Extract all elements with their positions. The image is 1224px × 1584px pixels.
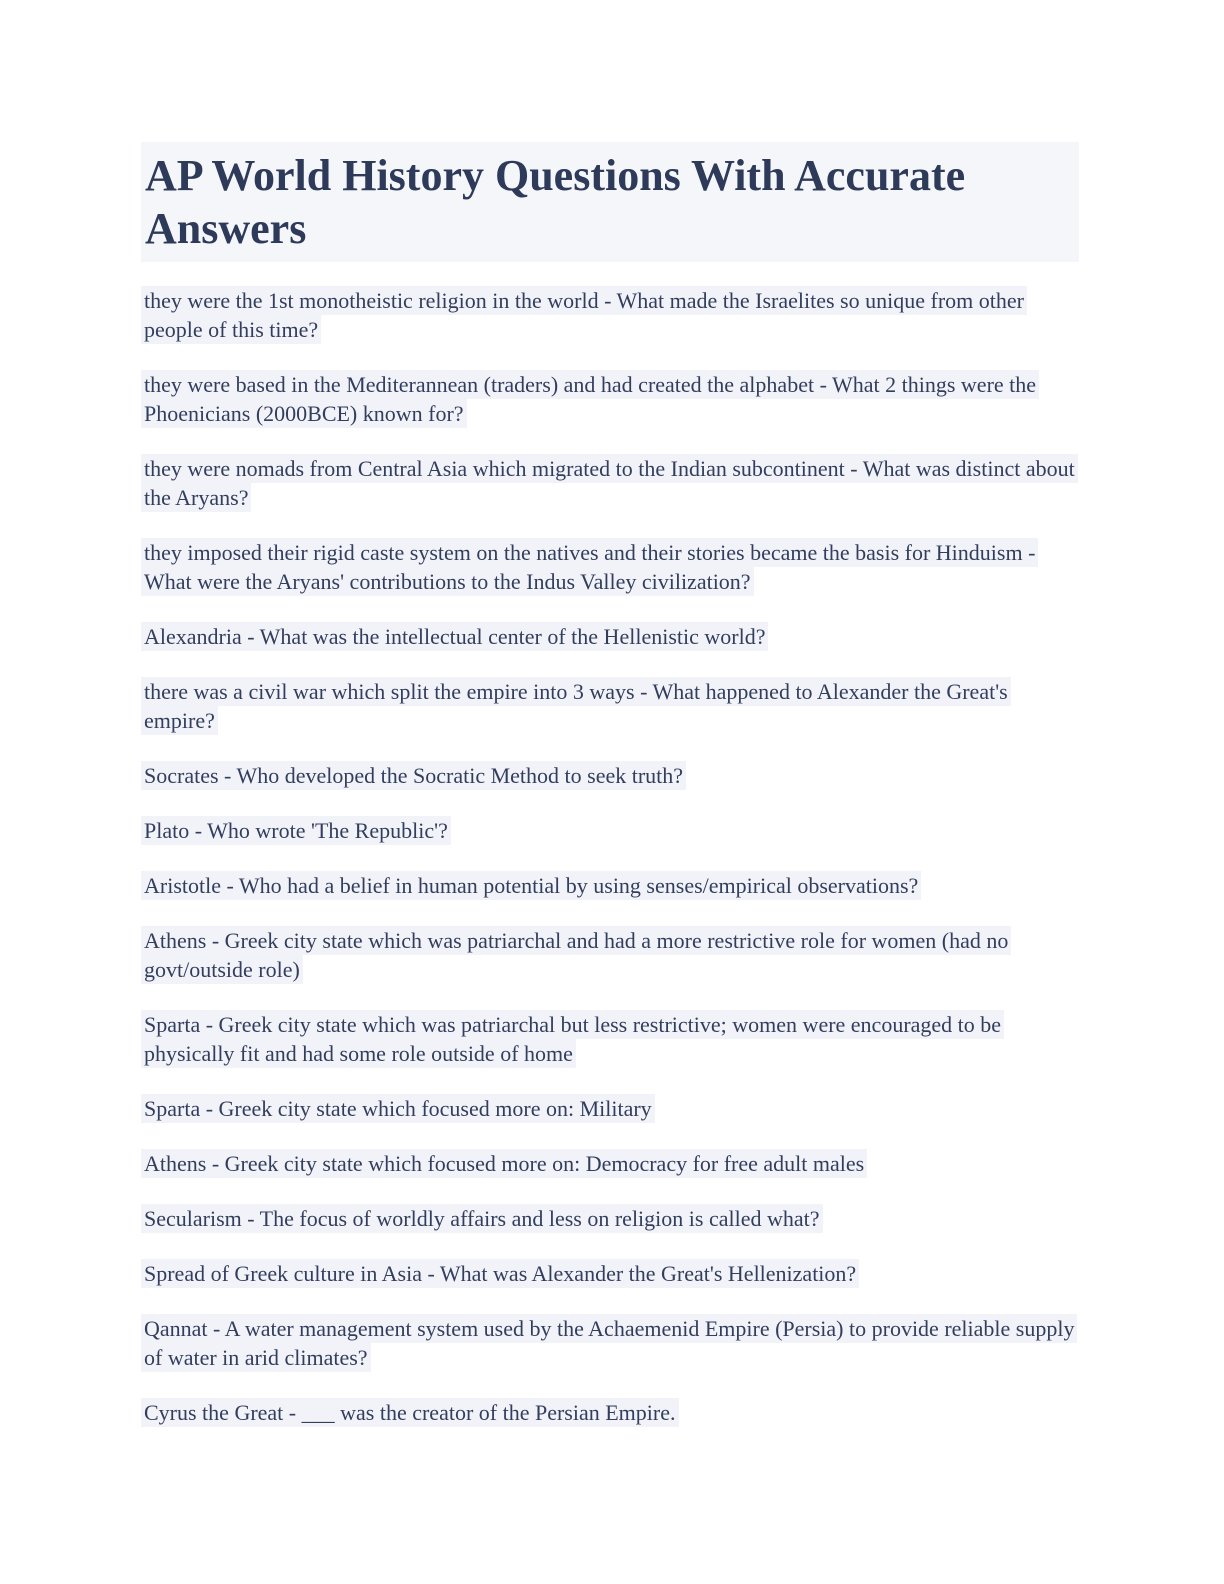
qa-paragraph xyxy=(141,286,1079,344)
qa-paragraph xyxy=(141,1010,1079,1068)
qa-text: Athens - Greek city state which focused more on: Democracy for free adult males xyxy=(141,1149,867,1178)
qa-text: Athens - Greek city state which was patriarchal and had a more restrictive role for women (had no govt/outside role) xyxy=(141,926,1011,984)
qa-paragraph xyxy=(141,1259,1079,1288)
qa-paragraph xyxy=(141,454,1079,512)
qa-paragraph xyxy=(141,622,1079,651)
qa-text: Plato - Who wrote 'The Republic'? xyxy=(141,816,451,845)
qa-text: Secularism - The focus of worldly affairs and less on religion is called what? xyxy=(141,1204,823,1233)
qa-text: Alexandria - What was the intellectual center of the Hellenistic world? xyxy=(141,622,768,651)
qa-paragraph xyxy=(141,1314,1079,1372)
qa-text: they imposed their rigid caste system on the natives and their stories became the basis for Hinduism - What were the Aryans' contributions to the Indus Valley civilization? xyxy=(141,538,1038,596)
qa-paragraph xyxy=(141,677,1079,735)
qa-paragraph xyxy=(141,761,1079,790)
qa-text: Cyrus the Great - ___ was the creator of the Persian Empire. xyxy=(141,1398,679,1427)
qa-text: they were based in the Mediterannean (traders) and had created the alphabet - What 2 things were the Phoenicians (2000BCE) known for? xyxy=(141,370,1039,428)
qa-paragraph xyxy=(141,1149,1079,1178)
qa-text: they were the 1st monotheistic religion in the world - What made the Israelites so unique from other people of this time? xyxy=(141,286,1027,344)
qa-text: there was a civil war which split the empire into 3 ways - What happened to Alexander the Great's empire? xyxy=(141,677,1011,735)
qa-text: Aristotle - Who had a belief in human potential by using senses/empirical observations? xyxy=(141,871,921,900)
qa-paragraph xyxy=(141,370,1079,428)
qa-paragraph xyxy=(141,1398,1079,1427)
qa-text: Qannat - A water management system used by the Achaemenid Empire (Persia) to provide reliable supply of water in arid climates? xyxy=(141,1314,1077,1372)
document-title: AP World History Questions With Accurate Answers xyxy=(141,142,1079,262)
qa-text: Sparta - Greek city state which focused more on: Military xyxy=(141,1094,655,1123)
qa-paragraph xyxy=(141,538,1079,596)
qa-text: they were nomads from Central Asia which migrated to the Indian subcontinent - What was distinct about the Aryans? xyxy=(141,454,1078,512)
qa-paragraph xyxy=(141,816,1079,845)
qa-paragraph xyxy=(141,926,1079,984)
qa-text: Spread of Greek culture in Asia - What was Alexander the Great's Hellenization? xyxy=(141,1259,859,1288)
qa-text: Sparta - Greek city state which was patriarchal but less restrictive; women were encouraged to be physically fit and had some role outside of home xyxy=(141,1010,1004,1068)
document-content xyxy=(141,142,1079,1453)
qa-paragraph xyxy=(141,1204,1079,1233)
qa-paragraph xyxy=(141,1094,1079,1123)
qa-text: Socrates - Who developed the Socratic Method to seek truth? xyxy=(141,761,686,790)
qa-paragraph xyxy=(141,871,1079,900)
